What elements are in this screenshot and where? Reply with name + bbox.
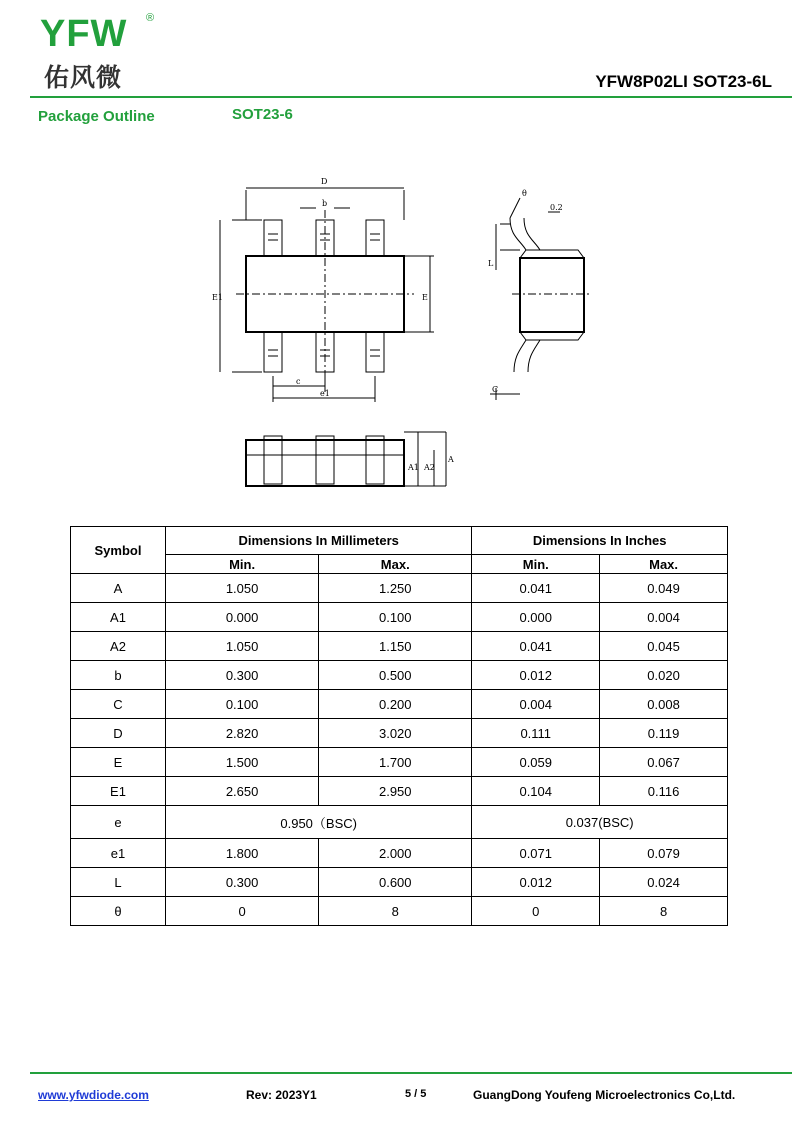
label-E: E (422, 293, 428, 302)
mm-min-header: Min. (166, 555, 319, 574)
in-max-cell: 0.067 (600, 748, 728, 777)
mm-header: Dimensions In Millimeters (166, 527, 472, 555)
symbol-cell: b (71, 661, 166, 690)
package-name: SOT23-6 (232, 106, 293, 123)
mm-max-cell: 1.150 (319, 632, 472, 661)
in-min-cell: 0.012 (472, 661, 600, 690)
registered-mark: ® (146, 12, 155, 24)
in-max-cell: 0.079 (600, 839, 728, 868)
in-max-cell: 0.004 (600, 603, 728, 632)
mm-max-cell: 8 (319, 897, 472, 926)
label-A1: A1 (408, 463, 419, 472)
label-A2: A2 (424, 463, 435, 472)
table-row (71, 690, 728, 719)
company-name: GuangDong Youfeng Microelectronics Co,Ltd. (473, 1088, 736, 1102)
mm-max-cell: 0.600 (319, 868, 472, 897)
table-row (71, 806, 728, 839)
table-row (71, 632, 728, 661)
in-min-cell: 0.111 (472, 719, 600, 748)
mm-max-cell: 0.100 (319, 603, 472, 632)
mm-min-cell: 0.300 (166, 661, 319, 690)
table-row (71, 574, 728, 603)
label-theta: θ (522, 189, 527, 198)
in-min-cell: 0.041 (472, 632, 600, 661)
table-row (71, 839, 728, 868)
header-divider (30, 96, 792, 98)
in-max-cell: 0.116 (600, 777, 728, 806)
in-min-cell: 0.041 (472, 574, 600, 603)
mm-min-cell: 0.000 (166, 603, 319, 632)
in-max-cell: 0.020 (600, 661, 728, 690)
mm-min-cell: 0 (166, 897, 319, 926)
mm-max-cell: 1.700 (319, 748, 472, 777)
in-max-cell: 8 (600, 897, 728, 926)
mm-max-cell: 2.950 (319, 777, 472, 806)
label-C: C (492, 385, 499, 394)
mm-bsc-cell: 0.950（BSC) (166, 806, 472, 839)
label-c: c (296, 377, 301, 386)
website-link[interactable]: www.yfwdiode.com (38, 1088, 149, 1102)
symbol-cell: C (71, 690, 166, 719)
label-e1: e1 (320, 389, 330, 398)
company-logo (40, 14, 160, 94)
front-view-body (246, 440, 404, 486)
mm-max-cell: 3.020 (319, 719, 472, 748)
label-A: A (448, 455, 454, 464)
mm-min-cell: 1.500 (166, 748, 319, 777)
in-max-cell: 0.024 (600, 868, 728, 897)
mm-min-cell: 1.800 (166, 839, 319, 868)
mm-min-cell: 2.820 (166, 719, 319, 748)
in-min-cell: 0.104 (472, 777, 600, 806)
logo-text: YFW (40, 13, 128, 55)
section-title: Package Outline (38, 108, 155, 125)
in-min-cell: 0.000 (472, 603, 600, 632)
footer-divider (30, 1072, 792, 1074)
document-title: YFW8P02LI SOT23-6L (595, 72, 772, 91)
in-max-cell: 0.049 (600, 574, 728, 603)
label-E1: E1 (212, 293, 223, 302)
in-max-header: Max. (600, 555, 728, 574)
label-L: L (488, 259, 494, 268)
mm-max-cell: 1.250 (319, 574, 472, 603)
symbol-cell: e1 (71, 839, 166, 868)
mm-min-cell: 1.050 (166, 574, 319, 603)
symbol-cell: E1 (71, 777, 166, 806)
in-min-cell: 0.059 (472, 748, 600, 777)
dimensions-table (70, 526, 728, 926)
mm-min-cell: 0.100 (166, 690, 319, 719)
table-row (71, 719, 728, 748)
mm-max-cell: 0.500 (319, 661, 472, 690)
label-0.2: 0.2 (550, 203, 563, 212)
page-number: 5 / 5 (405, 1088, 427, 1100)
symbol-cell: e (71, 806, 166, 839)
label-b: b (322, 199, 328, 208)
table-row (71, 897, 728, 926)
package-outline-drawing (0, 170, 800, 510)
mm-min-cell: 1.050 (166, 632, 319, 661)
in-min-header: Min. (472, 555, 600, 574)
in-max-cell: 0.119 (600, 719, 728, 748)
mm-max-cell: 0.200 (319, 690, 472, 719)
table-row (71, 603, 728, 632)
mm-min-cell: 0.300 (166, 868, 319, 897)
revision: Rev: 2023Y1 (246, 1088, 317, 1102)
table-row (71, 661, 728, 690)
mm-max-header: Max. (319, 555, 472, 574)
in-min-cell: 0.012 (472, 868, 600, 897)
in-min-cell: 0.004 (472, 690, 600, 719)
in-min-cell: 0.071 (472, 839, 600, 868)
symbol-cell: E (71, 748, 166, 777)
symbol-cell: A2 (71, 632, 166, 661)
in-max-cell: 0.008 (600, 690, 728, 719)
table-row (71, 868, 728, 897)
table-row (71, 748, 728, 777)
symbol-header: Symbol (71, 527, 166, 574)
symbol-cell: L (71, 868, 166, 897)
symbol-cell: D (71, 719, 166, 748)
symbol-cell: A1 (71, 603, 166, 632)
table-row (71, 777, 728, 806)
symbol-cell: A (71, 574, 166, 603)
inch-header: Dimensions In Inches (472, 527, 728, 555)
in-bsc-cell: 0.037(BSC) (472, 806, 728, 839)
symbol-cell: θ (71, 897, 166, 926)
logo-chinese-name: 佑风微 (44, 63, 123, 92)
in-min-cell: 0 (472, 897, 600, 926)
mm-max-cell: 2.000 (319, 839, 472, 868)
in-max-cell: 0.045 (600, 632, 728, 661)
mm-min-cell: 2.650 (166, 777, 319, 806)
label-D: D (321, 177, 328, 186)
side-view-body (520, 258, 584, 332)
